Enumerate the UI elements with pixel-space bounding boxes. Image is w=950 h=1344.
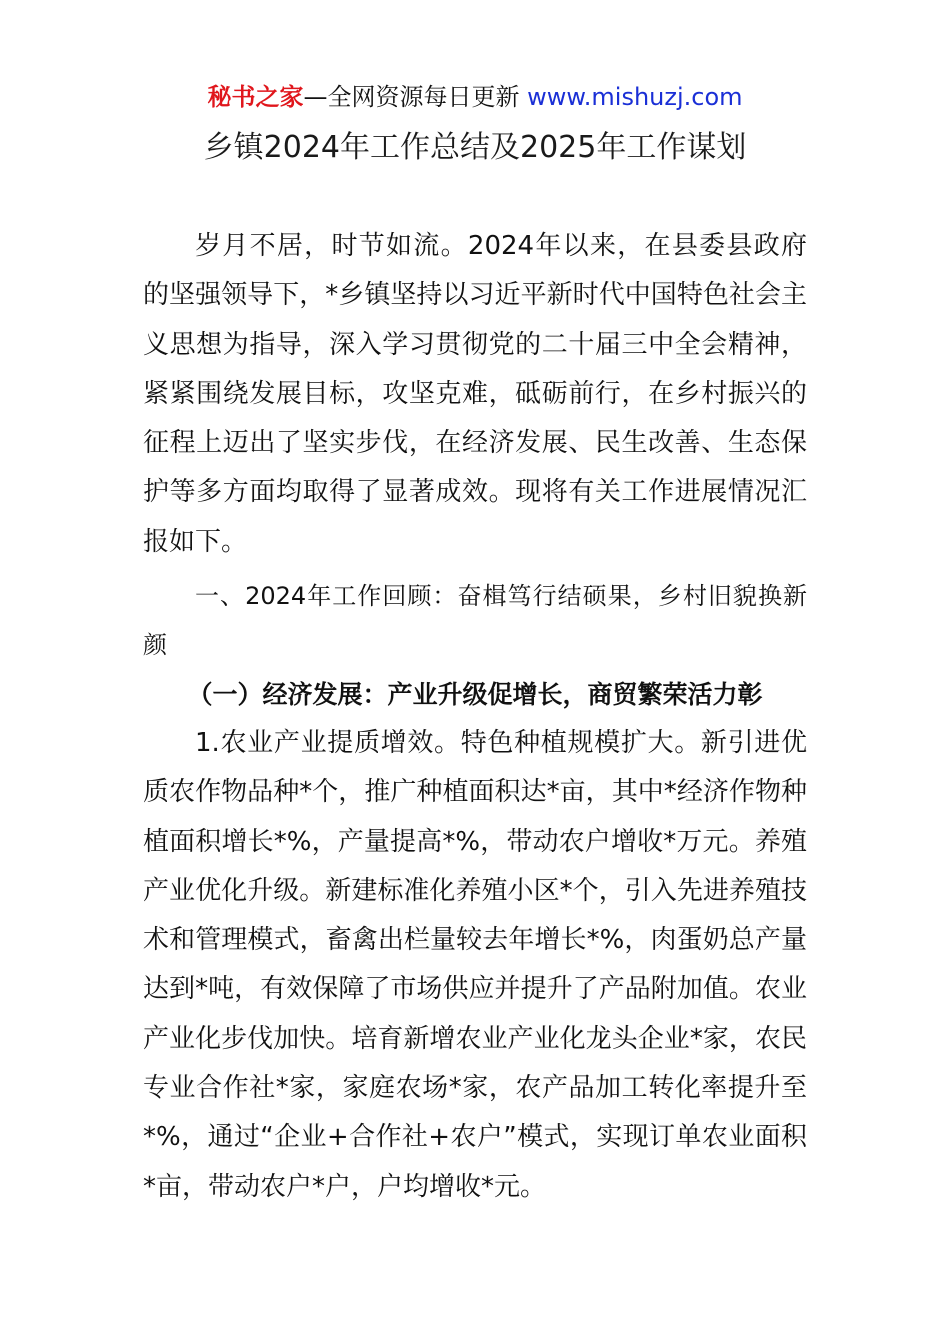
body-paragraph: 1.农业产业提质增效。特色种植规模扩大。新引进优质农作物品种*个，推广种植面积达*亩，其中*经济作物种植面积增长*%，产量提高*%，带动农户增收*万元。养殖产业优化升级。新建标准化养殖小区*个，引入先进养殖技术和管理模式，畜禽出栏量较去年增长*%，肉蛋奶总产量达到*吨，有效保障了市场供应并提升了产品附加值。农业产业化步伐加快。培育新增农业产业化龙头企业*家，农民专业合作社*家，家庭农场*家，农产品加工转化率提升至*%，通过“企业+合作社+农户”模式，实现订单农业面积*亩，带动农户*户，户均增收*元。 [143,728,807,1202]
site-header [0,80,950,114]
site-slogan: —全网资源每日更新 [303,83,520,111]
site-brand: 秘书之家 [207,83,304,111]
subsection-heading: （一）经济发展：产业升级促增长，商贸繁荣活力彰 [187,680,763,709]
intro-paragraph: 岁月不居，时节如流。2024年以来，在县委县政府的坚强领导下，*乡镇坚持以习近平新时代中国特色社会主义思想为指导，深入学习贯彻党的二十届三中全会精神，紧紧围绕发展目标，攻坚克难，砥砺前行，在乡村振兴的征程上迈出了坚实步伐，在经济发展、民生改善、生态保护等多方面均取得了显著成效。现将有关工作进展情况汇报如下。 [143,231,807,557]
document-title: 乡镇2024年工作总结及2025年工作谋划 [203,130,747,165]
section-heading: 一、2024年工作回顾：奋楫笃行结硕果，乡村旧貌换新颜 [143,582,807,659]
site-url-link[interactable]: www.mishuzj.com [527,83,743,111]
